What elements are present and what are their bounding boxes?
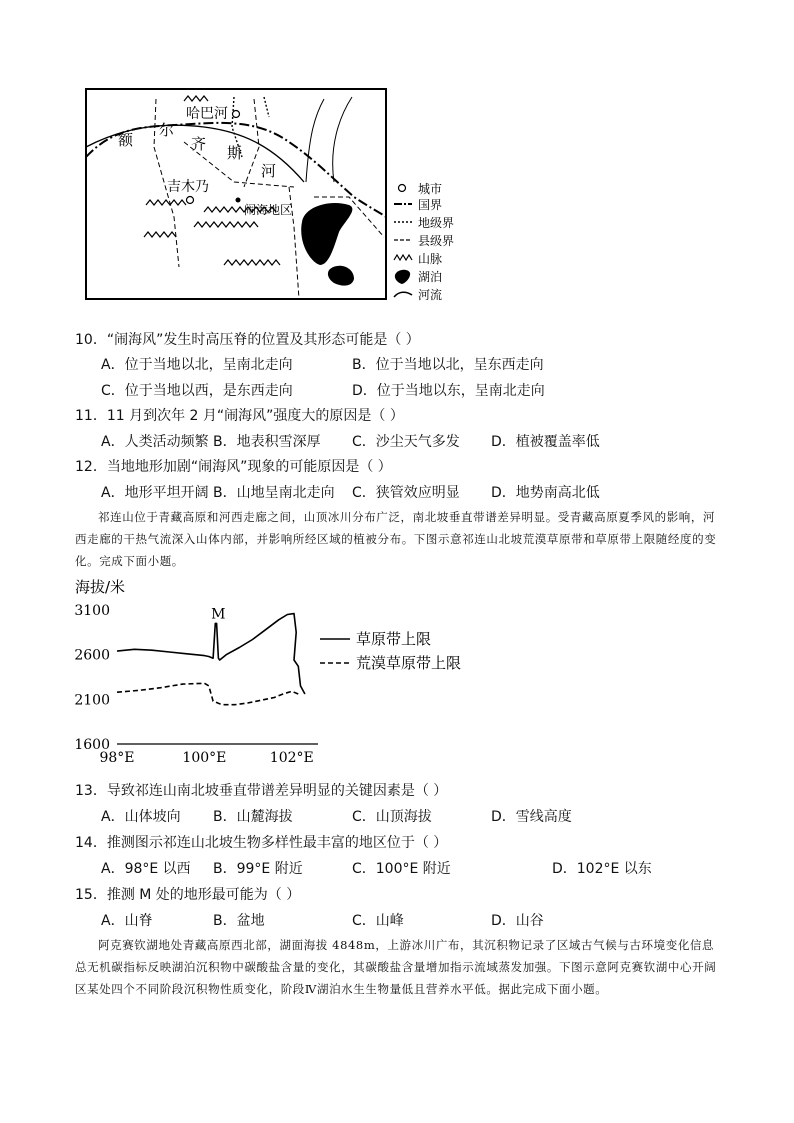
q13-option-b: B．山麓海拔	[213, 809, 293, 825]
q14-option-c: C．100°E 附近	[352, 861, 451, 877]
q15-option-a: A．山脊	[101, 913, 153, 929]
label-si: 斯	[227, 144, 243, 162]
legend-mountain-label: 山脉	[418, 252, 443, 266]
label-jimunai: 吉木乃	[167, 179, 209, 195]
chart-ylabel: 海拔/米	[75, 578, 126, 596]
legend-river-icon	[394, 292, 412, 297]
q11-option-a: A．人类活动频繁	[101, 434, 209, 450]
q13-option-a: A．山体坡向	[101, 809, 181, 825]
legend-lake-icon	[395, 270, 410, 284]
label-e: 额	[118, 131, 134, 149]
q15-option-d: D．山谷	[491, 913, 544, 929]
q12-option-c: C．狭管效应明显	[352, 485, 460, 501]
legend-grassland-label: 草原带上限	[356, 630, 432, 648]
q12-option-a: A．地形平坦开阔	[101, 485, 209, 501]
q10-option-d: D．位于当地以东，呈南北走向	[352, 383, 545, 399]
q13-option-c: C．山顶海拔	[352, 809, 432, 825]
q14-option-d: D．102°E 以东	[552, 861, 652, 877]
question-12-stem: 12．当地地形加剧“闹海风”现象的可能原因是（ ）	[75, 459, 392, 475]
x-tick-label: 102°E	[269, 750, 314, 766]
q10-option-a: A．位于当地以北，呈南北走向	[101, 357, 293, 373]
x-tick-label: 100°E	[182, 750, 227, 766]
q10-option-c: C．位于当地以西，是东西走向	[101, 383, 293, 399]
q12-option-d: D．地势南高北低	[491, 485, 600, 501]
legend-city-label: 城市	[418, 182, 443, 196]
y-tick-label: 3100	[74, 603, 110, 619]
q11-option-c: C．沙尘天气多发	[352, 434, 460, 450]
q14-option-a: A．98°E 以西	[101, 861, 191, 877]
passage-aksai-chin: 阿克赛钦湖地处青藏高原西北部，湖面海拔 4848m，上游冰川广布，其沉积物记录了区域古气候与古环境变化信息总无机碳指标反映湖泊沉积物中碳酸盐含量的变化，其碳酸盐含量增加指示流域蒸发加强。下图示意阿克赛钦湖中心开阔区某处四个不同阶段沉积物性质变化，阶段Ⅳ湖泊水生生物量低且营养水平低。据此完成下面小题。	[75, 938, 717, 996]
map-legend	[394, 182, 454, 302]
question-11-stem: 11．11 月到次年 2 月“闹海风”强度大的原因是（ ）	[75, 408, 404, 424]
naohai-dot-icon	[236, 198, 241, 203]
point-m-label: M	[211, 606, 226, 623]
label-qi: 齐	[191, 135, 207, 153]
regional-map	[84, 87, 474, 302]
q12-option-b: B．山地呈南北走向	[213, 485, 335, 501]
label-he: 河	[261, 162, 277, 180]
legend-desert-grassland-label: 荒漠草原带上限	[356, 654, 462, 672]
q10-option-b: B．位于当地以北，呈东西走向	[352, 357, 544, 373]
x-tick-label: 98°E	[99, 750, 135, 766]
q14-option-b: B．99°E 附近	[213, 861, 303, 877]
question-13-stem: 13．导致祁连山南北坡垂直带谱差异明显的关键因素是（ ）	[75, 783, 448, 799]
city-haba-icon	[233, 111, 240, 118]
q13-option-d: D．雪线高度	[491, 809, 572, 825]
label-er: 尔	[159, 121, 175, 139]
desert-grassland-upper-limit-line	[117, 683, 298, 704]
legend-mountain-icon	[394, 255, 412, 260]
label-haba-river: 哈巴河	[186, 106, 228, 122]
legend-national-label: 国界	[418, 198, 443, 212]
y-tick-label: 2600	[74, 647, 110, 664]
legend-prefecture-label: 地级界	[418, 216, 455, 230]
question-14-stem: 14．推测图示祁连山北坡生物多样性最丰富的地区位于（ ）	[75, 835, 448, 851]
legend-city-icon	[399, 185, 406, 192]
q15-option-b: B．盆地	[213, 913, 265, 929]
legend-county-label: 县级界	[418, 234, 455, 248]
q15-option-c: C．山峰	[352, 913, 404, 929]
legend-river-label: 河流	[418, 288, 443, 302]
y-tick-label: 1600	[74, 737, 110, 753]
grassland-upper-limit-line	[117, 614, 305, 694]
question-10-stem: 10．“闹海风”发生时高压脊的位置及其形态可能是（ ）	[75, 332, 420, 348]
city-jimunai-icon	[187, 197, 194, 204]
passage-qilian: 祁连山位于青藏高原和河西走廊之间，山顶冰川分布广泛，南北坡垂直带谱差异明显。受青藏高原夏季风的影响，河西走廊的干热气流深入山体内部，并影响所经区域的植被分布。下图示意祁连山北坡荒漠草原带和草原带上限随经度的变化。完成下面小题。	[75, 510, 717, 568]
question-15-stem: 15．推测 M 处的地形最可能为（ ）	[75, 887, 301, 903]
altitude-line-chart	[70, 572, 490, 772]
y-tick-label: 2100	[74, 692, 110, 709]
q11-option-d: D．植被覆盖率低	[491, 434, 600, 450]
q11-option-b: B．地表积雪深厚	[213, 434, 321, 450]
legend-lake-label: 湖泊	[418, 270, 443, 284]
label-naohai: 闹海地区	[244, 203, 293, 217]
